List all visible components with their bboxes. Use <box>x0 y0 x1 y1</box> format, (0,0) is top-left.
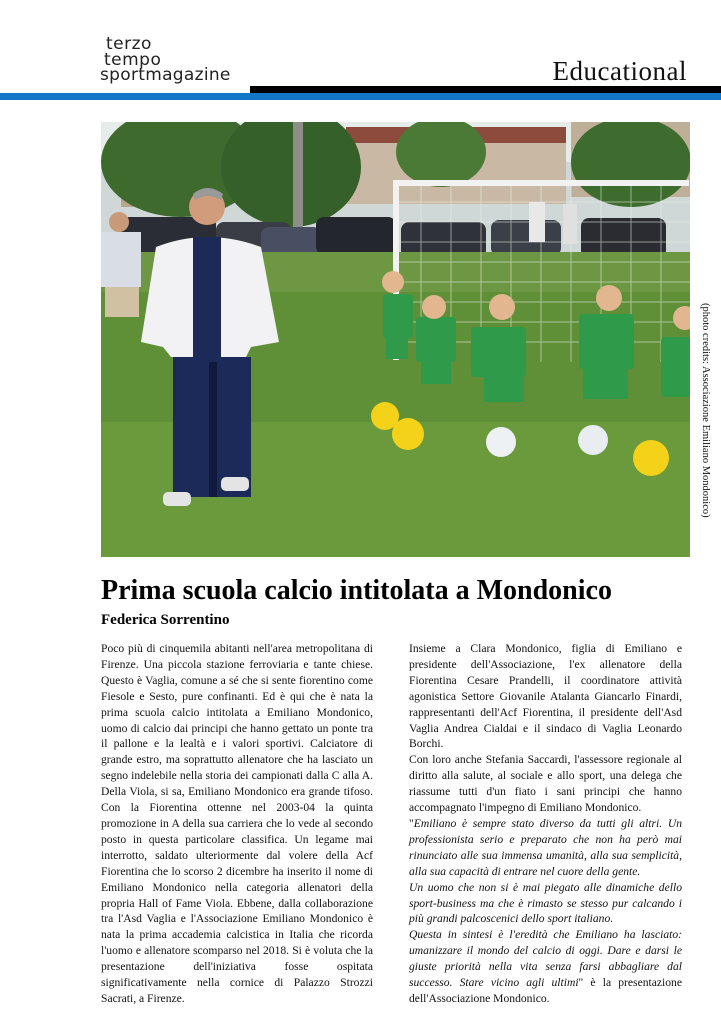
logo-line-2: tempo <box>104 50 162 70</box>
article-photo <box>101 122 690 557</box>
quote-text: Questa in sintesi è l'eredità che Emiliano ha lasciato: umanizzare il mondo del calcio di oggi. Dare e darsi le giuste priorità nella vita senza farsi abbagliare dal successo. Stare vicino agli ultimi <box>409 928 682 990</box>
quote-close-text: " è la presentazione dell'Associazione Mondonico. <box>409 976 682 1005</box>
article-column-2 <box>409 641 682 1007</box>
quote-open-mark: " <box>409 816 414 830</box>
header-rule-black <box>250 86 721 93</box>
header-rule-blue <box>0 93 721 100</box>
photo-credit-text: (photo credits: Associazione Emiliano Mondonico) <box>700 303 711 518</box>
paragraph: Insieme a Clara Mondonico, figlia di Emiliano e presidente dell'Associazione, l'ex allenatore della Fiorentina Cesare Prandelli, il coordinatore attività agonistica Settore Giovanile Atalanta Giancarlo Finardi, rappresentanti dell'Acf Fiorentina, il presidente dell'Asd Vaglia Andrea Cialdai e il sindaco di Vaglia Leonardo Borchi. <box>409 642 682 751</box>
article-headline: Prima scuola calcio intitolata a Mondonico <box>101 575 612 606</box>
quote-paragraph <box>409 927 682 1007</box>
quote-text: Emiliano è sempre stato diverso da tutti gli altri. Un professionista serio e preparato che non ha però mai rinunciato alle sua immensa umanità, alla sua semplicità, alla sua capacità di entrare nel cuore della gente. <box>409 816 682 878</box>
section-title: Educational <box>552 56 687 86</box>
logo-line-3: sportmagazine <box>100 65 231 85</box>
quote-paragraph: Un uomo che non si è mai piegato alle dinamiche dello sport-business ma che è rimasto se stesso pur calcando i più grandi palcoscenici dello sport italiano. <box>409 880 682 926</box>
photo-credit <box>697 303 713 563</box>
article-author: Federica Sorrentino <box>101 612 230 628</box>
logo-line-1: terzo <box>106 34 152 54</box>
magazine-logo <box>98 36 258 90</box>
article-column-1 <box>101 641 373 1007</box>
paragraph: Con loro anche Stefania Saccardi, l'assessore regionale al diritto alla salute, al sociale e allo sport, una delega che riassume tutti d'un fiato i sani principi che hanno accompagnato l'impegno di Emiliano Mondonico. <box>409 753 682 815</box>
paragraph: Poco più di cinquemila abitanti nell'area metropolitana di Firenze. Una piccola stazione ferroviaria e tante chiese. Questo è Vaglia, comune a sé che si sente fiorentino come Fiesole e Sesto, pure confinanti. Ed è qui che è nata la prima scuola calcio intitolata a Emiliano Mondonico, uomo di calcio dai principi che hanno gettato un ponte tra il pallone e la lealtà e i valori sportivi. Calciatore di grande estro, ma soprattutto allenatore che ha lasciato un segno indelebile nella storia dei campionati dalla C alla A. Della Viola, si sa, Emiliano Mondonico era grande tifoso. Con la Fiorentina ottenne nel 2003-04 la quinta promozione in A della sua carriera che lo vede al secondo posto in questa particolare classifica. Un legame mai interrotto, saldato ulteriormente dal volere della Acf Fiorentina che lo scorso 2 dicembre ha inserito il nome di Emiliano Mondonico nella categoria allenatori della propria Hall of Fame Viola. Ebbene, dalla collaborazione tra l'Asd Vaglia e l'Associazione Emiliano Mondonico è nata la prima accademia calcistica in Italia che ricorda l'uomo e allenatore scomparso nel 2018. Si è voluta che la presentazione dell'iniziativa fosse ospitata significativamente nella cornice di Palazzo Strozzi Sacrati, a Firenze. <box>101 642 373 1005</box>
quote-paragraph <box>409 816 682 880</box>
